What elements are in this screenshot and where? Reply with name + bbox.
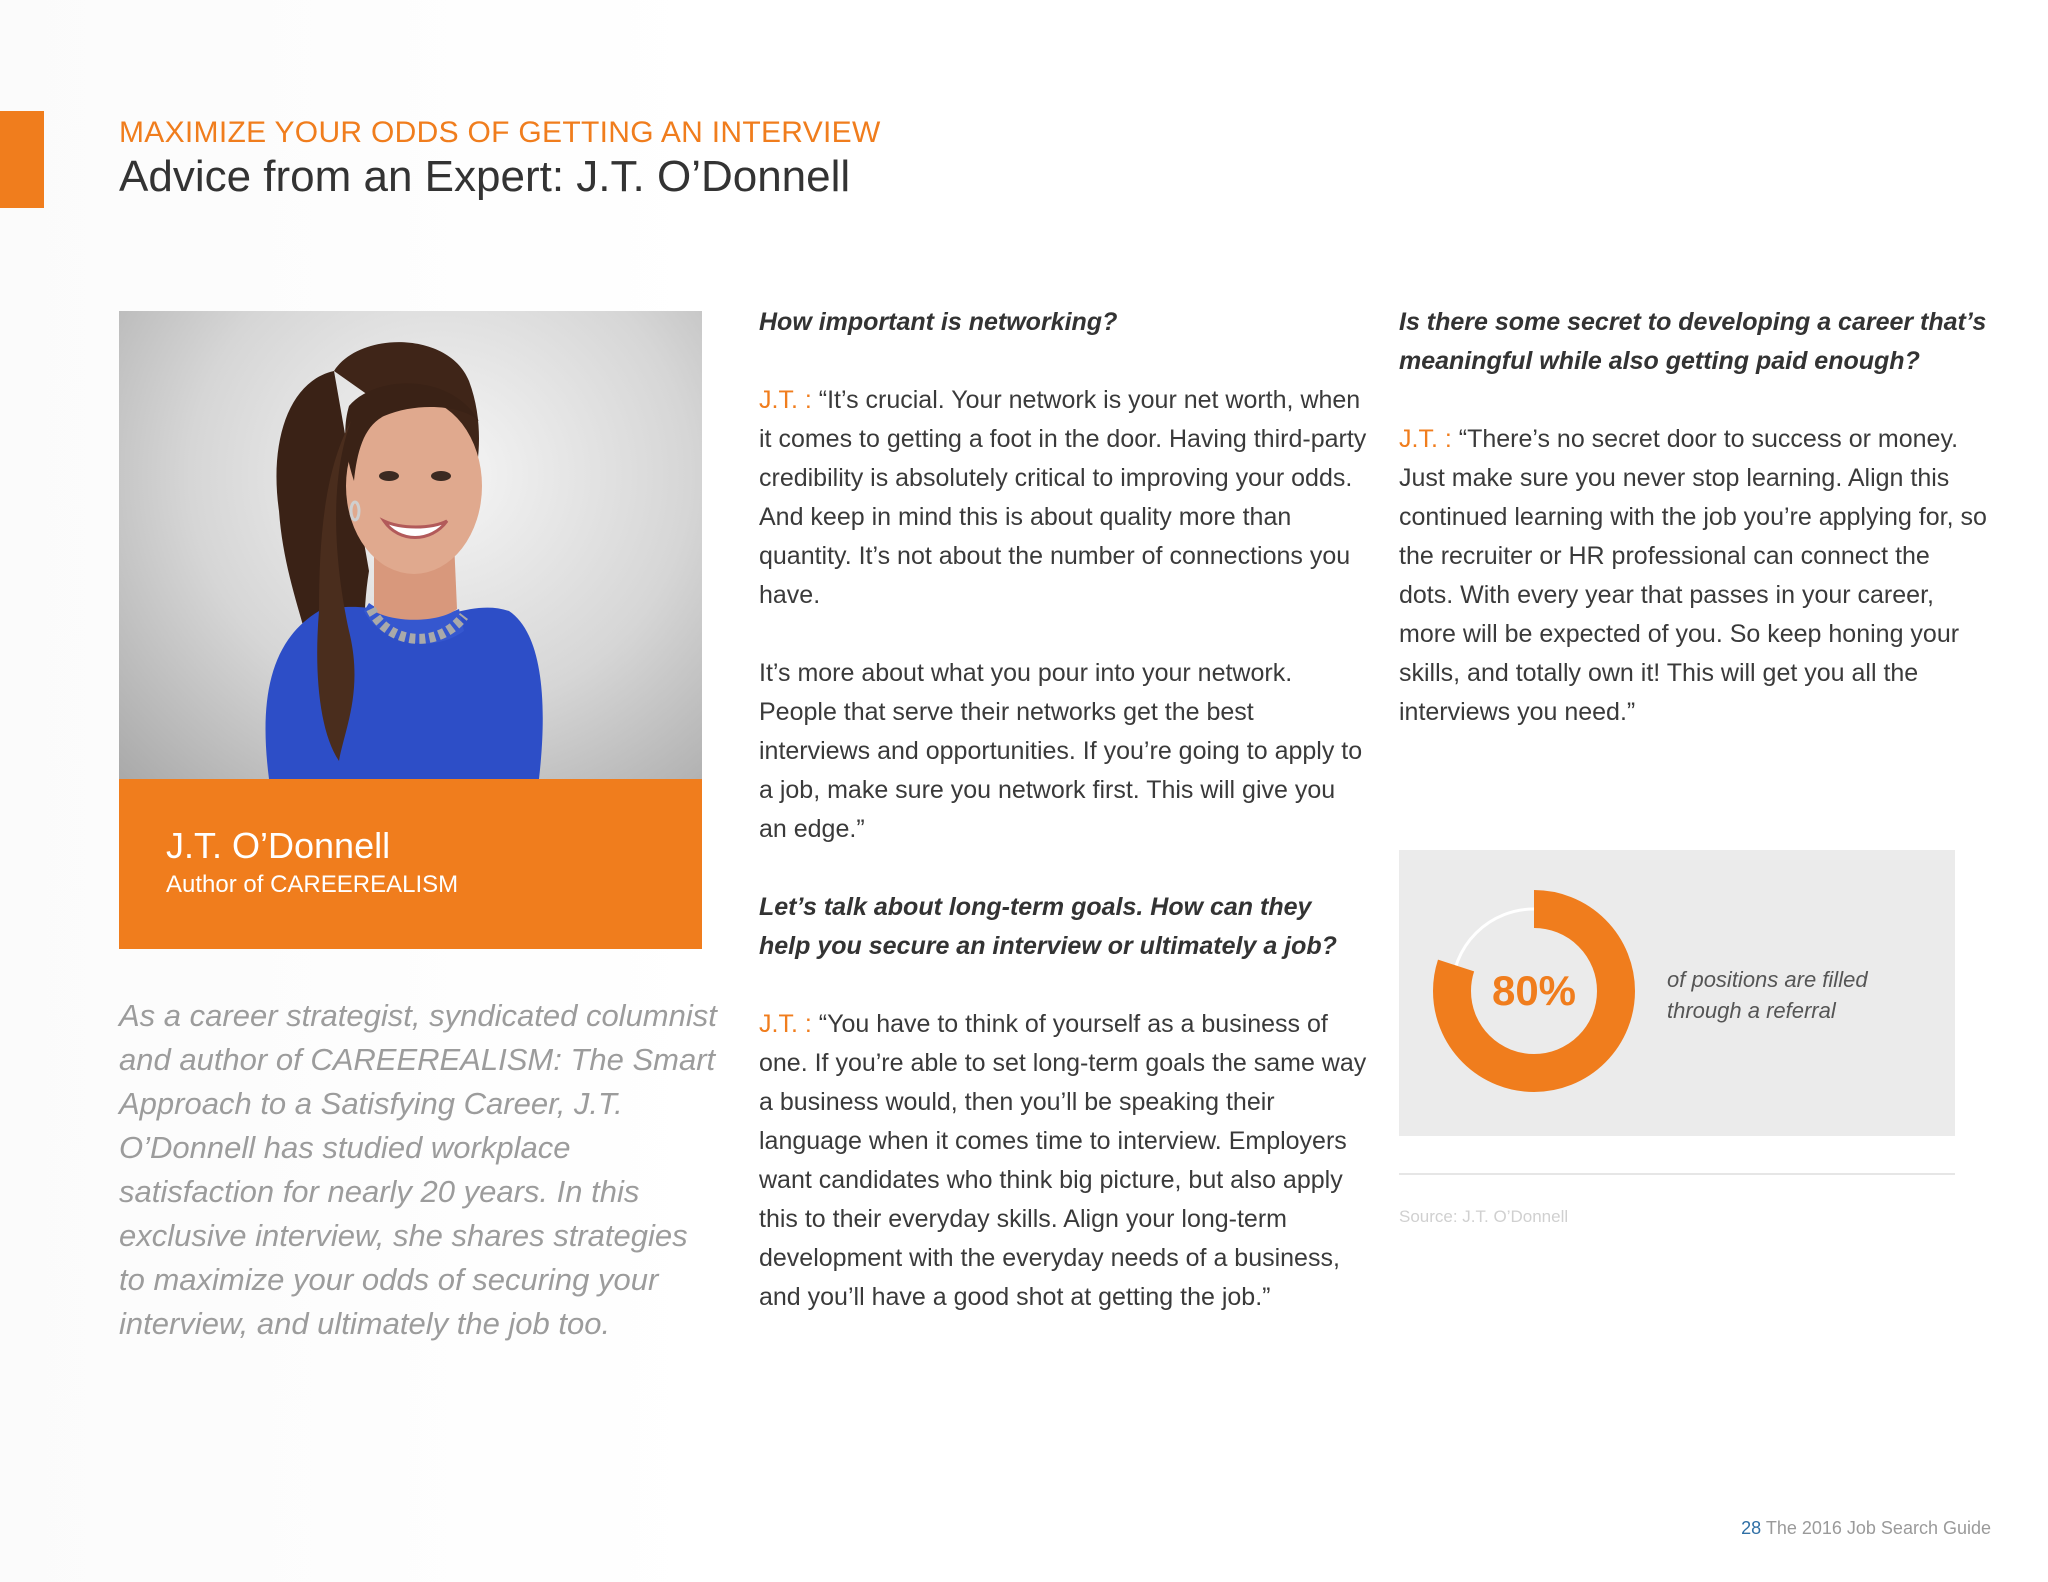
page-title: Advice from an Expert: J.T. O’Donnell (119, 152, 851, 201)
expert-portrait-photo (119, 311, 702, 779)
guide-title: The 2016 Job Search Guide (1765, 1518, 1991, 1538)
interview-column-middle (759, 303, 1369, 1317)
answer-long-term-goals (759, 1005, 1369, 1317)
speaker-label: J.T. : (1399, 425, 1452, 453)
answer-networking-part1 (759, 381, 1369, 615)
expert-name: J.T. O’Donnell (166, 825, 391, 866)
section-kicker: MAXIMIZE YOUR ODDS OF GETTING AN INTERVIEW (119, 116, 881, 149)
question-long-term-goals: Let’s talk about long-term goals. How can they help you secure an interview or ultimately a job? (759, 893, 1337, 960)
section-accent-bar (0, 111, 44, 208)
question-meaningful-career: Is there some secret to developing a career that’s meaningful while also getting paid enough? (1399, 308, 1987, 375)
question-networking: How important is networking? (759, 308, 1118, 336)
answer-long-term-goals-text: “You have to think of yourself as a business of one. If you’re able to set long-term goals the same way a business would, then you’ll be speaking their language when it comes time to interview. Employers want candidates who think big picture, but also apply this to their everyday skills. Align your long-term development with the everyday needs of a business, and you’ll have a good shot at getting the job.” (759, 1010, 1367, 1311)
source-divider (1399, 1173, 1955, 1175)
speaker-label: J.T. : (759, 1010, 812, 1038)
speaker-label: J.T. : (759, 386, 812, 414)
answer-meaningful-career (1399, 420, 1989, 732)
answer-meaningful-career-text: “There’s no secret door to success or money. Just make sure you never stop learning. Align this continued learning with the job you’re applying for, so the recruiter or HR professional can connect the dots. With every year that passes in your career, more will be expected of you. So keep honing your skills, and totally own it! This will get you all the interviews you need.” (1399, 425, 1987, 726)
expert-intro: As a career strategist, syndicated columnist and author of CAREEREALISM: The Smart Approach to a Satisfying Career, J.T. O’Donnell has studied workplace satisfaction for nearly 20 years. In this exclusive interview, she shares strategies to maximize your odds of securing your interview, and ultimately the job too. (119, 998, 717, 1341)
referral-percentage: 80% (1491, 967, 1577, 1014)
stat-source: Source: J.T. O’Donnell (1399, 1207, 1569, 1226)
expert-role: Author of CAREEREALISM (166, 871, 459, 898)
answer-networking-part2: It’s more about what you pour into your network. People that serve their networks get the best interviews and opportunities. If you’re going to apply to a job, make sure you network first. This will give you an edge.” (759, 659, 1363, 843)
referral-caption: of positions are filled through a referral (1667, 967, 1868, 1023)
portrait-illustration (119, 311, 702, 779)
page-footer (1741, 1518, 1991, 1539)
interview-column-right (1399, 303, 1989, 732)
page-number: 28 (1741, 1518, 1762, 1538)
answer-networking-text1: “It’s crucial. Your network is your net worth, when it comes to getting a foot in the door. Having third-party credibility is absolutely critical to improving your odds. And keep in mind this is about quality more than quantity. It’s not about the number of connections you have. (759, 386, 1367, 609)
referral-stat-box (1399, 850, 1955, 1136)
expert-name-card (119, 779, 702, 949)
